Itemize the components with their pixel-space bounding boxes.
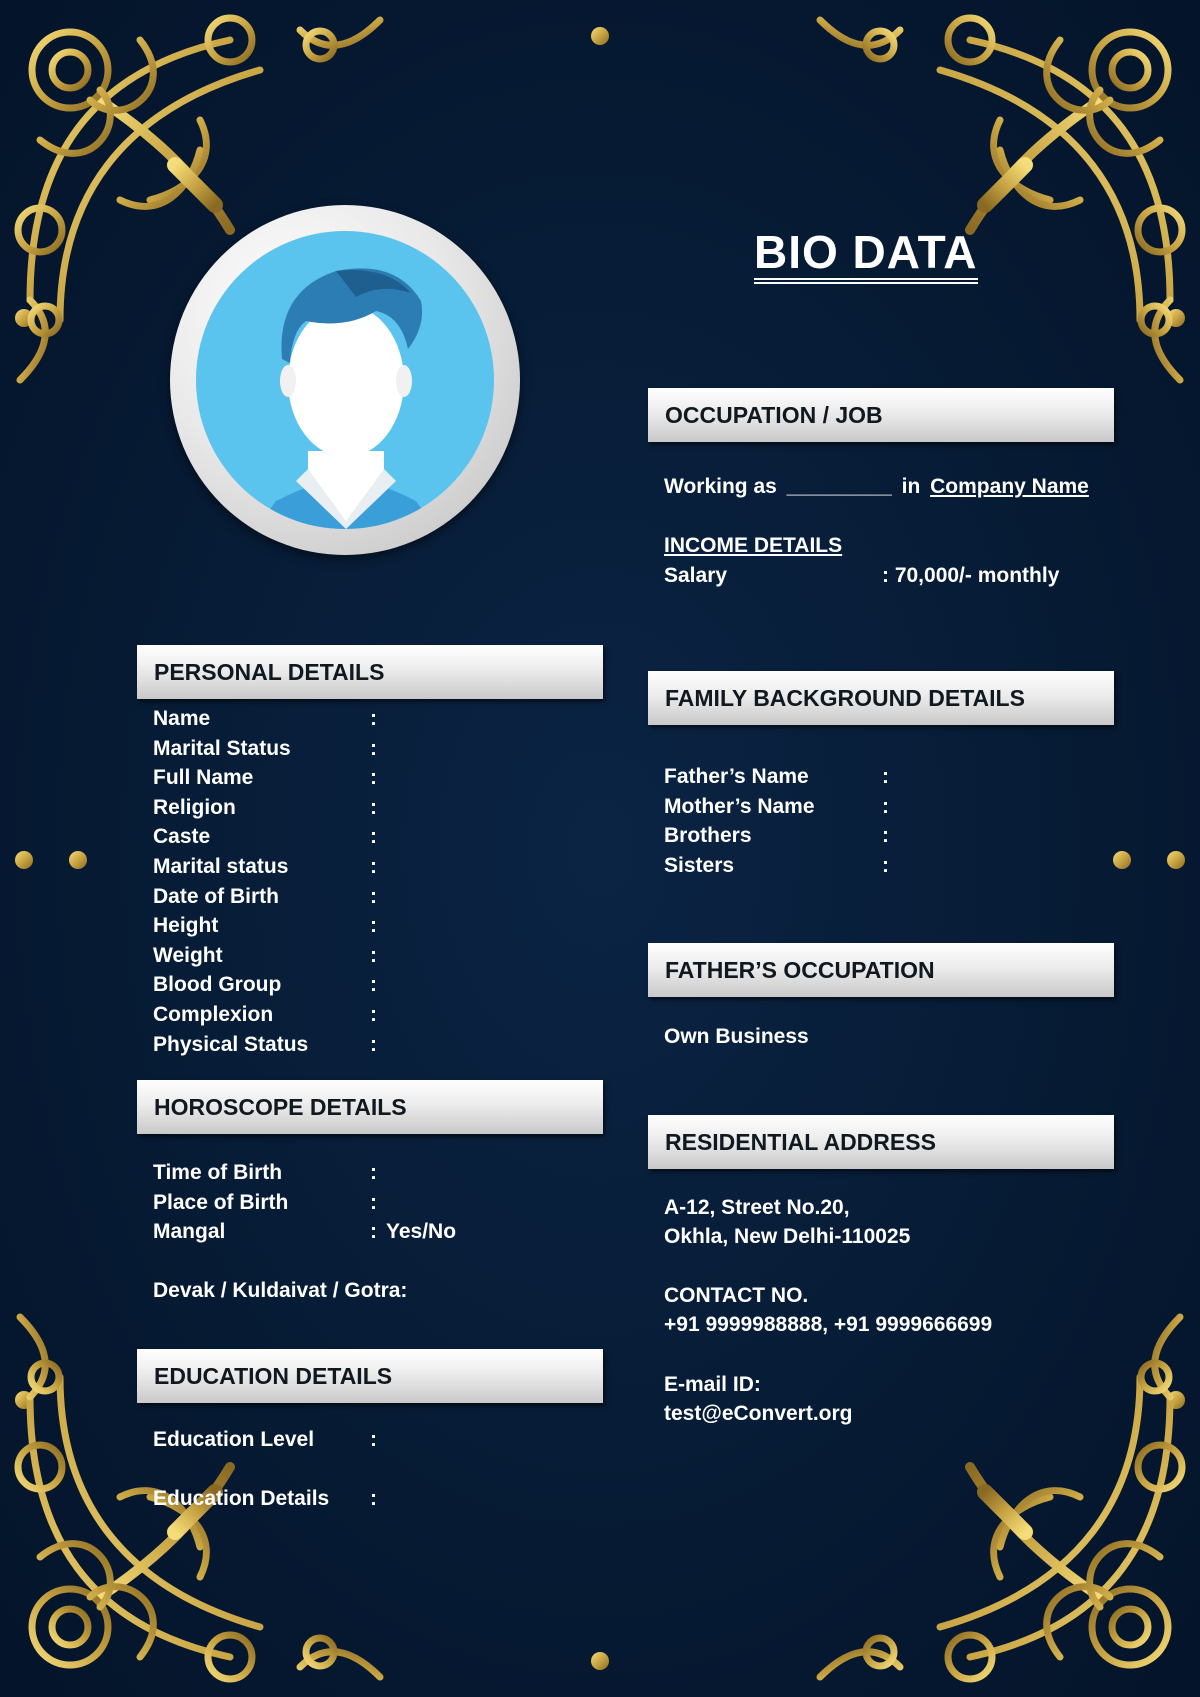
field-label: Height [153,914,219,938]
address-line-2: Okhla, New Delhi-110025 [664,1225,911,1248]
field-label: Full Name [153,766,254,790]
field-separator: : [370,825,377,849]
field-separator: : [882,853,889,877]
salary-value: : 70,000/- monthly [882,564,1060,587]
field-separator: : [370,855,377,878]
field-label: Name [153,707,211,730]
field-separator: : [370,1220,377,1244]
field-label: Caste [153,825,211,849]
field-value: Yes/No [386,1220,457,1244]
personal-details-heading: PERSONAL DETAILS [137,645,603,699]
field-separator: : [370,1032,377,1056]
field-separator: : [370,707,377,730]
email-heading: E-mail ID: [664,1373,761,1396]
field-label: Marital Status [153,736,291,760]
field-separator: : [882,794,889,818]
field-label: Marital status [153,855,289,878]
company-name: Company Name [930,475,1089,498]
field-separator: : [370,914,377,938]
residential-address-heading: RESIDENTIAL ADDRESS [648,1115,1114,1169]
education-details-heading: EDUCATION DETAILS [137,1349,603,1403]
field-label: Mangal [153,1220,226,1244]
field-separator: : [882,824,889,848]
field-label: Mother’s Name [664,794,815,818]
field-label: Education Details [153,1487,330,1510]
income-details-heading: INCOME DETAILS [664,534,843,557]
field-label: Brothers [664,824,752,848]
in-label: in [901,475,921,498]
working-as-line [664,475,1089,499]
job-title-blank: _________ [786,475,892,498]
field-separator: : [882,765,889,788]
email-value: test@eConvert.org [664,1402,853,1425]
field-separator: : [370,1003,377,1026]
gotra-label: Devak / Kuldaivat / Gotra: [153,1279,408,1302]
field-separator: : [370,766,377,790]
field-label: Blood Group [153,973,282,997]
occupation-heading: OCCUPATION / JOB [648,388,1114,442]
field-separator: : [370,943,377,967]
contact-heading: CONTACT NO. [664,1284,809,1307]
working-as-label: Working as [664,475,777,498]
field-label: Time of Birth [153,1161,283,1184]
field-label: Religion [153,795,236,819]
field-label: Place of Birth [153,1190,289,1214]
field-separator: : [370,795,377,819]
family-background-heading: FAMILY BACKGROUND DETAILS [648,671,1114,725]
field-label: Education Level [153,1428,315,1451]
field-separator: : [370,1428,377,1451]
field-separator: : [370,1190,377,1214]
field-label: Father’s Name [664,765,809,788]
avatar [170,205,520,555]
horoscope-details-heading: HOROSCOPE DETAILS [137,1080,603,1134]
field-separator: : [370,973,377,997]
field-label: Complexion [153,1003,274,1026]
page-title: BIO DATA [754,226,978,284]
field-label: Sisters [664,853,735,877]
field-label: Date of Birth [153,884,279,908]
field-separator: : [370,1161,377,1184]
fathers-occupation-heading: FATHER’S OCCUPATION [648,943,1114,997]
address-line-1: A-12, Street No.20, [664,1196,850,1219]
field-separator: : [370,884,377,908]
field-label: Physical Status [153,1032,309,1056]
field-label: Weight [153,943,223,967]
field-separator: : [370,736,377,760]
field-separator: : [370,1487,377,1510]
salary-label: Salary [664,564,728,587]
contact-value: +91 9999988888, +91 9999666699 [664,1313,993,1336]
fathers-occupation-value: Own Business [664,1025,809,1048]
male-avatar-icon [196,231,494,529]
